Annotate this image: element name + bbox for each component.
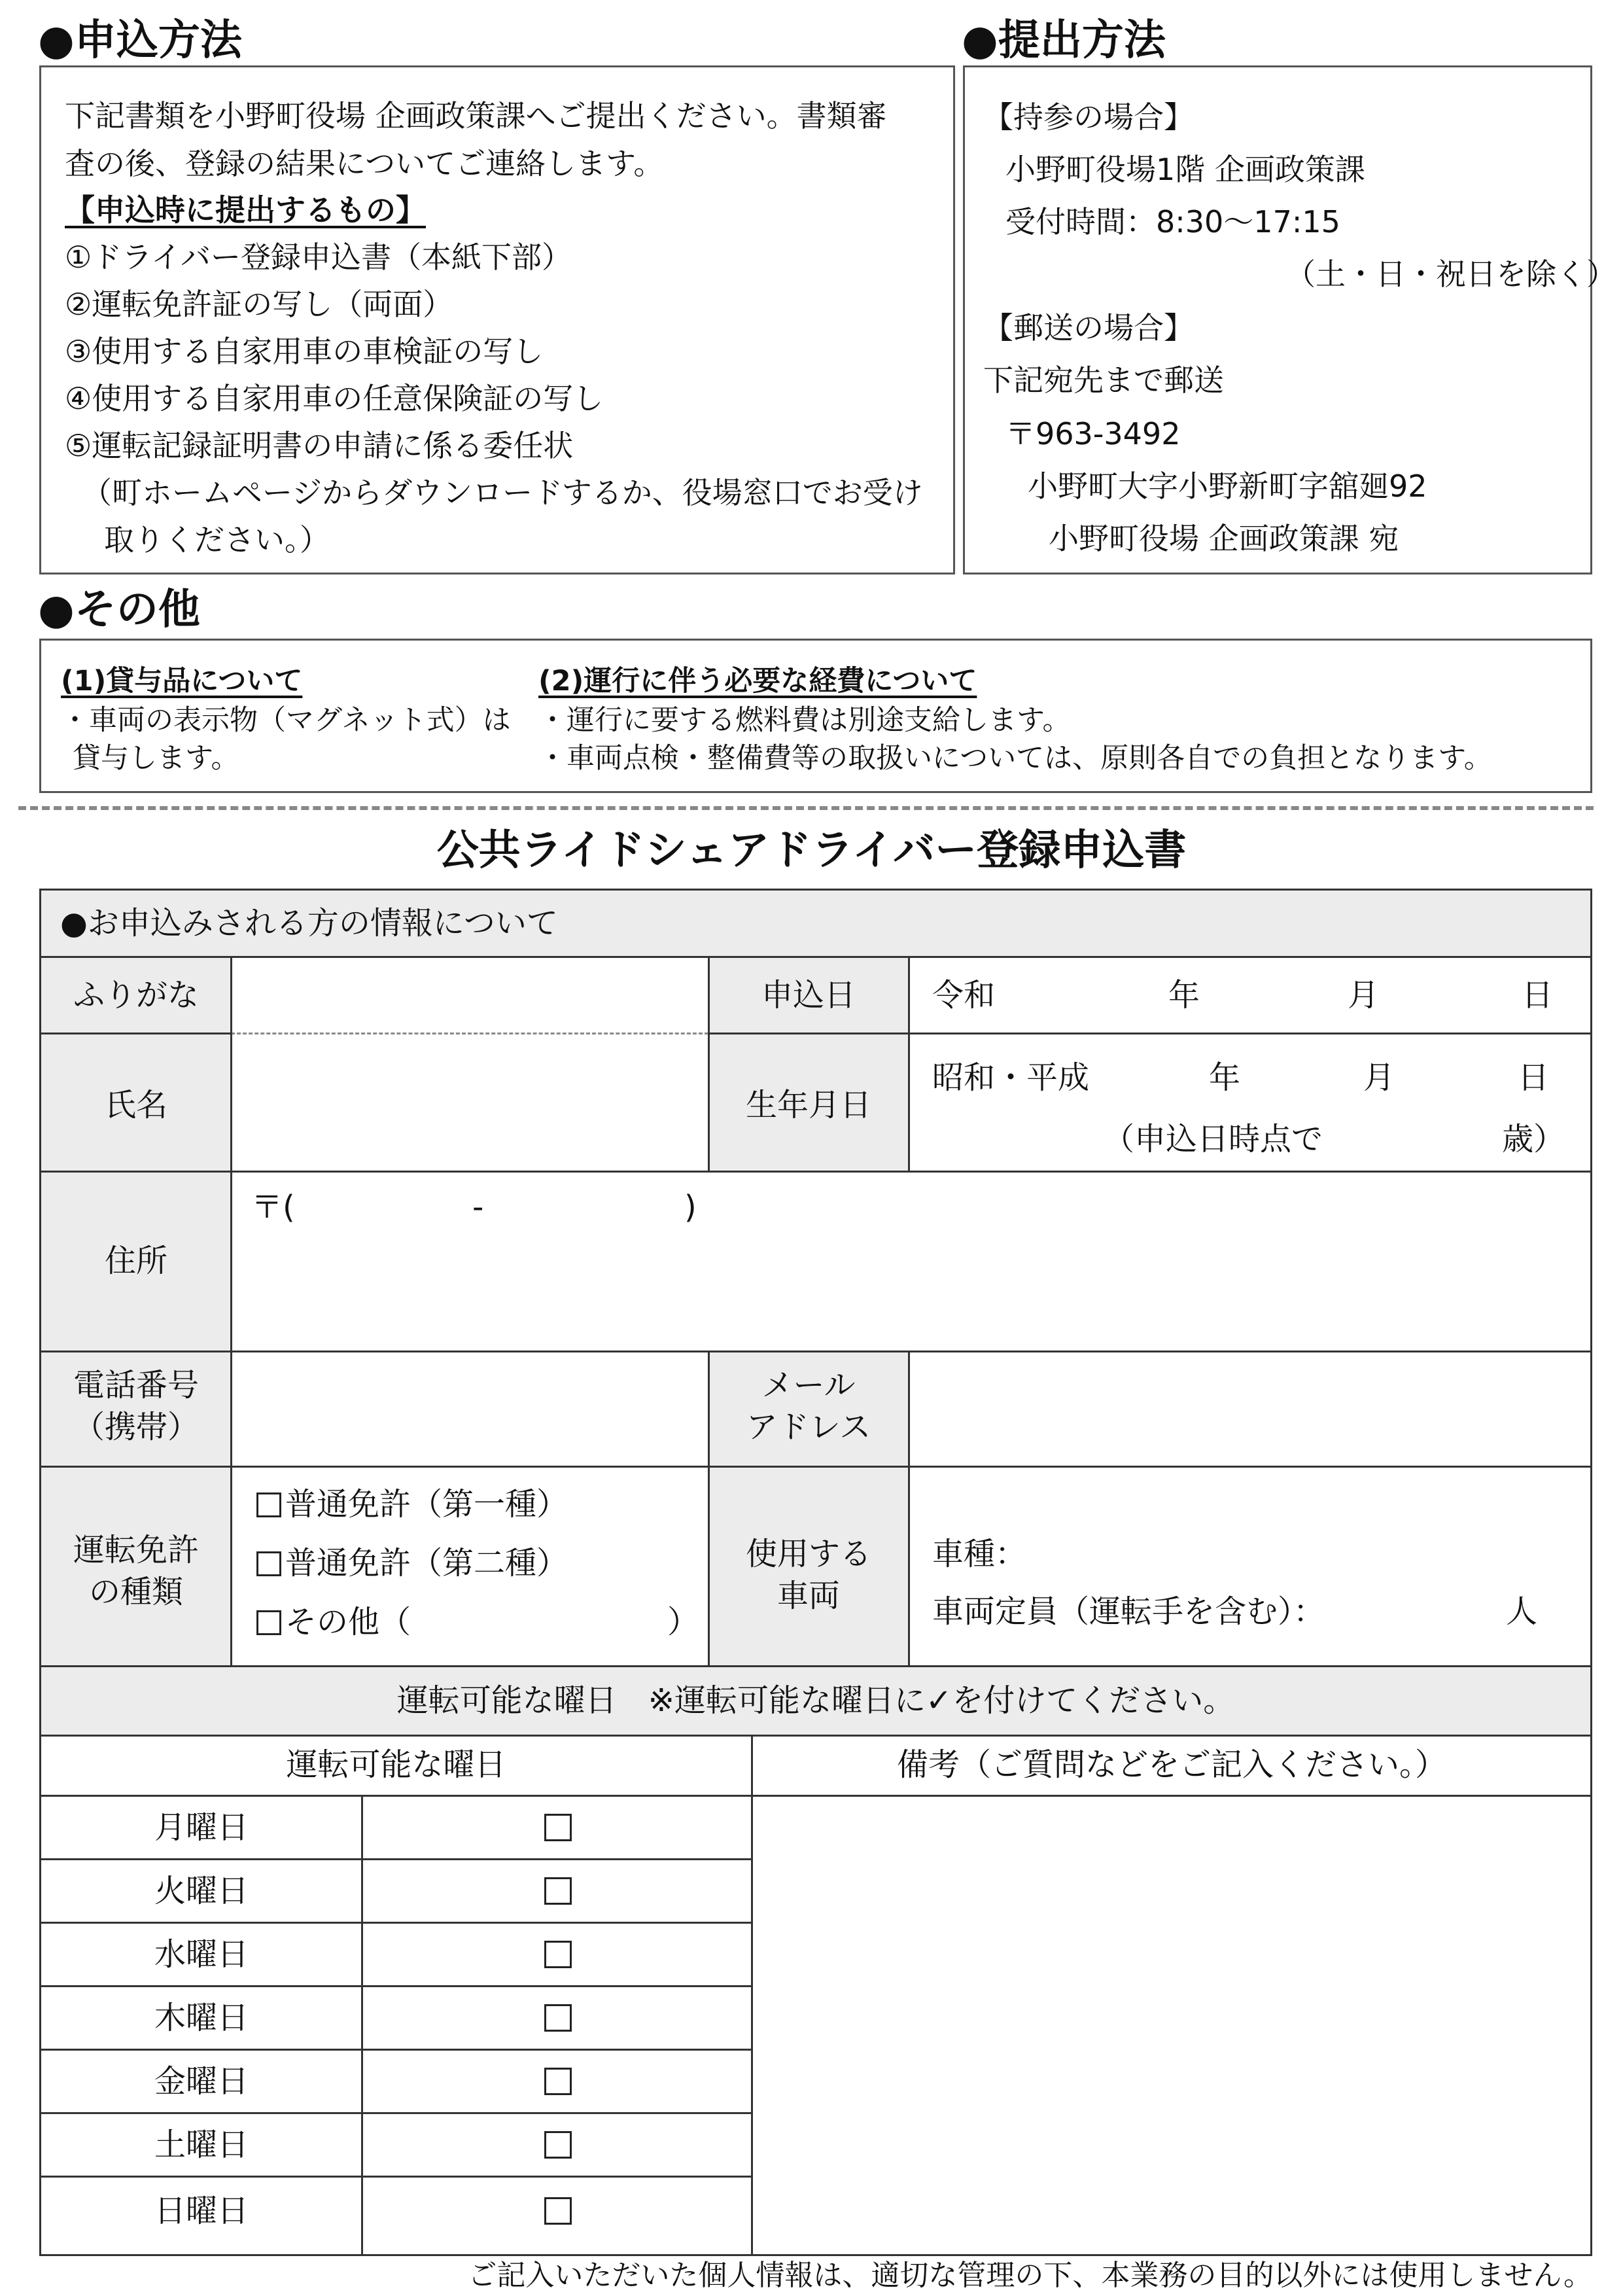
app-date-label: 申込日 [761,977,856,1014]
license-option-2[interactable] [256,1544,568,1582]
license-option-1-label: 普通免許（第一種） [285,1486,568,1523]
grid-line [39,1351,1592,1352]
license-option-3[interactable] [256,1603,411,1641]
grid-line [39,1735,1592,1737]
day-label-tue: 火曜日 [154,1873,249,1909]
phone-label-1: 電話番号 [73,1367,199,1404]
postal-close: ) [684,1189,697,1226]
license-option-2-label: 普通免許（第二種） [285,1545,568,1581]
reception-hours-note: （土・日・祝日を除く） [1285,256,1616,292]
expenses-line-2: ・車両点検・整備費等の取扱いについては、原則各自での負担となります。 [538,742,1492,775]
day-label-sat: 土曜日 [154,2127,249,2163]
furigana-dashed-line [231,1033,708,1034]
mail-intro: 下記宛先まで郵送 [983,362,1224,398]
submission-method-box [963,65,1616,574]
day-label-fri: 金曜日 [154,2063,249,2100]
birthdate-year-unit: 年 [1209,1059,1241,1096]
app-date-year-unit: 年 [1168,977,1200,1014]
email-label-1: メール [761,1367,856,1404]
remarks-field[interactable] [754,1797,1591,2254]
grid-line [39,2176,752,2178]
address-field[interactable] [233,1173,1591,1349]
submit-item-3: ③使用する自家用車の車検証の写し [65,334,544,369]
grid-line [39,1466,1592,1468]
email-label-2: アドレス [746,1409,871,1445]
birthdate-month-unit: 月 [1363,1059,1395,1096]
phone-label-2: （携帯） [73,1409,199,1445]
day-checkbox-sat[interactable] [544,2131,572,2159]
day-label-sun: 日曜日 [154,2193,249,2229]
birthdate-day-unit: 日 [1518,1059,1550,1096]
in-person-place: 小野町役場1階 企画政策課 [1005,152,1365,187]
grid-line [39,1922,752,1924]
grid-line [39,1665,1592,1667]
license-label-2: の種類 [88,1574,183,1610]
license-option-3-label: その他（ [285,1604,411,1640]
other-title: ●その他 [38,586,200,634]
mail-heading: 【郵送の場合】 [983,310,1194,345]
cut-line [18,806,1594,810]
grid-line [39,2112,752,2114]
postal-code: 〒963-3492 [1005,416,1181,451]
application-method-box [39,65,955,574]
phone-field[interactable] [233,1353,707,1464]
reception-hours: 受付時間：8:30～17:15 [1005,204,1340,239]
privacy-note: ご記入いただいた個人情報は、適切な管理の下、本業務の目的以外には使用しません。 [468,2259,1592,2292]
app-date-era: 令和 [932,977,996,1014]
day-label-mon: 月曜日 [154,1809,249,1846]
day-checkbox-thu[interactable] [544,2004,572,2032]
grid-line [751,1735,753,2256]
day-label-wed: 水曜日 [154,1936,249,1973]
vehicle-label-1: 使用する [745,1536,871,1572]
submit-note-line-1: （町ホームページからダウンロードするか、役場窓口でお受け [82,475,923,510]
mail-recipient: 小野町役場 企画政策課 宛 [1049,521,1399,556]
grid-line [39,1033,231,1034]
day-checkbox-tue[interactable] [544,1877,572,1905]
in-person-heading: 【持参の場合】 [983,99,1194,135]
days-header: 運転可能な曜日 ※運転可能な曜日に✓を付けてください。 [396,1682,1235,1719]
postal-open: 〒( [251,1189,295,1226]
grid-line [39,956,1592,958]
expenses-line-1: ・運行に要する燃料費は別途支給します。 [538,704,1071,737]
age-prefix: （申込日時点で [1103,1121,1323,1157]
age-suffix: 歳） [1502,1121,1565,1157]
license-option-3-checkbox[interactable] [256,1610,281,1635]
license-option-1[interactable] [256,1485,568,1523]
submit-item-1: ①ドライバー登録申込書（本紙下部） [65,239,572,275]
name-label: 氏名 [104,1087,167,1123]
expenses-title: (2)運行に伴う必要な経費について [538,665,977,698]
rental-items-line-2: 貸与します。 [73,742,239,775]
rental-items-line-1: ・車両の表示物（マグネット式）は [61,704,511,737]
rental-items-title: (1)貸与品について [61,665,303,698]
submit-items-heading: 【申込時に提出するもの】 [65,192,426,228]
birthdate-era: 昭和・平成 [932,1059,1090,1096]
submit-item-4: ④使用する自家用車の任意保険証の写し [65,381,604,416]
submit-item-2: ②運転免許証の写し（両面） [65,287,453,322]
submit-item-5: ⑤運転記録証明書の申請に係る委任状 [65,428,574,463]
furigana-field[interactable] [233,959,707,1031]
license-option-1-checkbox[interactable] [256,1492,281,1517]
vehicle-capacity-label: 車両定員（運転手を含む）： [932,1593,1325,1630]
vehicle-type-label: 車種： [932,1536,1027,1572]
other-box [39,639,1592,793]
address-label: 住所 [104,1243,167,1279]
vehicle-field[interactable] [911,1468,1591,1665]
days-column-header: 運転可能な曜日 [286,1746,506,1783]
day-checkbox-wed[interactable] [544,1941,572,1968]
grid-line [39,1171,1592,1173]
submission-method-title: ●提出方法 [962,16,1166,65]
vehicle-label-2: 車両 [777,1578,840,1614]
submit-note-line-2: 取りください。） [104,522,330,557]
birthdate-label: 生年月日 [745,1087,871,1123]
name-field[interactable] [233,1035,707,1169]
grid-line [39,1858,752,1860]
app-date-day-unit: 日 [1522,977,1554,1014]
license-label-1: 運転免許 [73,1532,199,1568]
remarks-column-header: 備考（ご質問などをご記入ください。） [896,1746,1446,1783]
mail-address: 小野町大字小野新町字舘廻92 [1028,468,1427,504]
day-checkbox-sun[interactable] [544,2197,572,2225]
grid-line [39,1795,1592,1797]
email-field[interactable] [911,1353,1591,1464]
grid-line [39,1985,752,1987]
app-date-field[interactable] [911,959,1591,1031]
application-text-line-1: 下記書類を小野町役場 企画政策課へご提出ください。書類審 [65,98,887,133]
day-label-thu: 木曜日 [154,2000,249,2036]
birthdate-field[interactable] [911,1035,1591,1169]
app-date-month-unit: 月 [1348,977,1380,1014]
application-text-line-2: 査の後、登録の結果についてご連絡します。 [65,146,664,181]
postal-dash: - [472,1189,484,1226]
day-checkbox-mon[interactable] [544,1814,572,1841]
form-title: 公共ライドシェアドライバー登録申込書 [436,826,1187,875]
furigana-label: ふりがな [73,977,199,1014]
info-header: ●お申込みされる方の情報について [60,905,558,942]
grid-line [39,2049,752,2051]
person-unit: 人 [1506,1593,1538,1630]
grid-line [708,1033,1592,1034]
license-other-close: ） [667,1604,699,1640]
application-method-title: ●申込方法 [38,16,242,65]
license-option-2-checkbox[interactable] [256,1551,281,1576]
day-checkbox-fri[interactable] [544,2068,572,2095]
